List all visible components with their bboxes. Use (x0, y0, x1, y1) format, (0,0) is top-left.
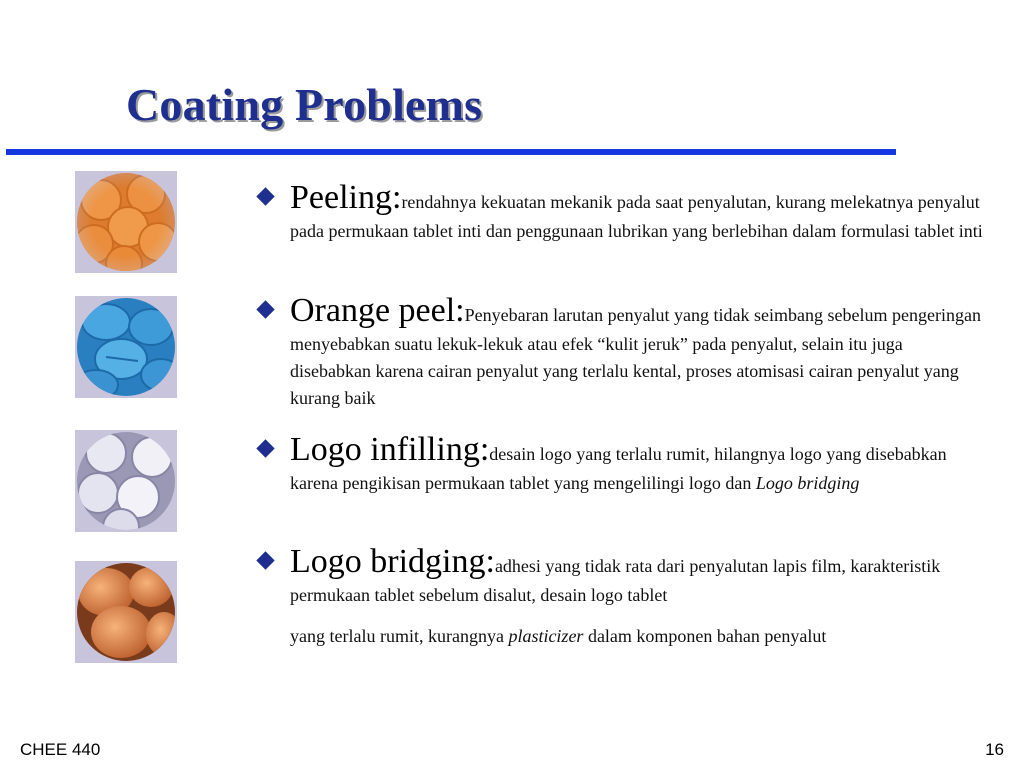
bullet-text-part: dalam komponen bahan penyalut (583, 626, 827, 646)
bullet-logo-bridging (256, 542, 986, 650)
bullet-body (290, 291, 986, 412)
peach-tablets-icon (76, 562, 176, 662)
bullet-orange-peel (256, 291, 986, 412)
title-underline (6, 149, 896, 155)
orange-tablets-image (75, 171, 177, 273)
bullet-text-emphasis: Logo bridging (755, 473, 860, 493)
bullet-text-emphasis: plasticizer (508, 626, 584, 646)
bullet-diamond-icon (256, 551, 274, 569)
bullet-heading: Orange peel: (290, 292, 465, 329)
bullet-text: adhesi yang tidak rata dari penyalutan lapis film, karakteristik permukaan tablet sebelum disalut, desain logo tablet (290, 556, 941, 605)
footer-course: CHEE 440 (20, 740, 101, 759)
slide-title: Coating Problems (126, 79, 483, 130)
white-tablets-image (75, 430, 177, 532)
white-tablets-icon (76, 431, 176, 531)
bullet-peeling (256, 178, 986, 245)
bullet-heading: Logo bridging: (290, 543, 495, 580)
bullet-text: desain logo yang terlalu rumit, hilangnya logo yang disebabkan karena pengikisan permukaan tablet yang mengelilingi logo dan (290, 444, 947, 493)
orange-tablets-icon (76, 172, 176, 272)
bullet-diamond-icon (256, 439, 274, 457)
bullet-body (290, 430, 986, 497)
bullet-text: rendahnya kekuatan mekanik pada saat penyalutan, kurang melekatnya penyalut pada permukaan tablet inti dan penggunaan lubrikan yang berlebihan dalam formulasi tablet inti (290, 192, 983, 241)
bullet-text-part: yang terlalu rumit, kurangnya (290, 626, 509, 646)
bullet-diamond-icon (256, 300, 274, 318)
page-number: 16 (985, 740, 1004, 759)
bullet-logo-infilling (256, 430, 986, 497)
peach-tablets-image (75, 561, 177, 663)
bullet-text: Penyebaran larutan penyalut yang tidak seimbang sebelum pengeringan menyebabkan suatu lekuk-lekuk atau efek “kulit jeruk” pada penyalut, selain itu juga disebabkan karena cairan penyalut yang terlalu kental, proses atomisasi cairan penyalut yang kurang baik (290, 305, 981, 408)
bullet-heading: Logo infilling: (290, 431, 490, 468)
bullet-diamond-icon (256, 187, 274, 205)
bullet-body (290, 178, 986, 245)
blue-tablets-image (75, 296, 177, 398)
bullet-body (290, 542, 986, 650)
bullet-heading: Peeling: (290, 179, 402, 216)
bullet-text-line3 (290, 623, 826, 650)
blue-tablets-icon (76, 297, 176, 397)
